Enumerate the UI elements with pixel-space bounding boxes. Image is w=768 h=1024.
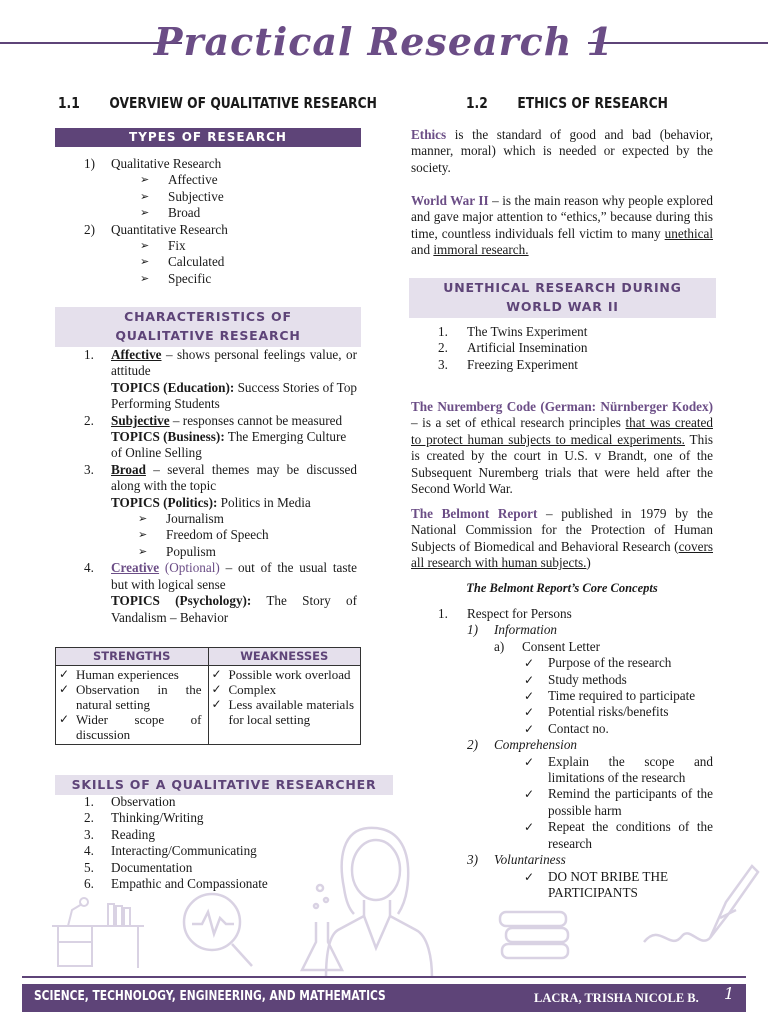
- item-label: Populism: [166, 543, 216, 559]
- arrow-bullet-icon: ➢: [140, 239, 150, 253]
- section-heading-ethics: [466, 95, 668, 111]
- item-label: Thinking/Writing: [111, 810, 204, 826]
- description: – shows personal feelings value, or attitude: [111, 347, 357, 379]
- item-label: Respect for Persons: [467, 606, 572, 621]
- list-item: [438, 655, 713, 671]
- desk-illustration-icon: [48, 890, 148, 972]
- item-label: Empathic and Compassionate: [111, 876, 268, 892]
- item-label: Contact no.: [548, 720, 609, 736]
- list-item: [438, 606, 713, 622]
- description: – out of the usual taste but with logical sense: [111, 560, 358, 592]
- arrow-bullet-icon: ➢: [140, 206, 150, 220]
- underlined-text: that was created to protect human subjects to medical experiments.: [411, 415, 713, 447]
- list-item: [438, 704, 713, 720]
- strengths-weaknesses-table: [55, 647, 361, 745]
- item-label: Journalism: [166, 511, 224, 527]
- item-label: Information: [494, 622, 558, 638]
- topic-label: TOPICS (Education):: [111, 379, 235, 395]
- arrow-bullet-icon: ➢: [140, 173, 150, 187]
- list-item: [84, 172, 374, 188]
- item-label: Observation in the natural setting: [76, 682, 202, 712]
- item-label: Remind the participants of the possible harm: [548, 786, 713, 818]
- arrow-bullet-icon: ➢: [138, 512, 148, 526]
- list-item: [84, 794, 364, 810]
- list-item: [438, 721, 713, 737]
- check-icon: ✓: [524, 820, 535, 835]
- paragraph-text: – is a set of ethical research principles: [411, 415, 626, 431]
- item-label: Interacting/Communicating: [111, 843, 257, 859]
- core-concepts-title: The Belmont Report’s Core Concepts: [466, 581, 658, 595]
- list-item: [438, 737, 713, 753]
- list-item: [84, 254, 374, 270]
- list-item: [438, 357, 698, 373]
- list-item: [59, 682, 202, 712]
- term: Creative: [111, 560, 160, 576]
- list-item: [438, 324, 698, 340]
- item-number: 3): [467, 852, 478, 868]
- list-item: [84, 527, 357, 543]
- item-label: Human experiences: [76, 667, 179, 682]
- footer-rule: [22, 976, 746, 978]
- item-number: 2): [84, 221, 95, 237]
- list-item: [84, 413, 357, 429]
- item-number: a): [494, 638, 505, 654]
- list-item: [59, 667, 202, 682]
- item-number: 3.: [84, 826, 94, 842]
- list-item: [438, 786, 713, 819]
- term: The Nuremberg Code (German: Nürnberger Kodex): [411, 399, 713, 414]
- underlined-text: immoral research.: [433, 242, 529, 258]
- check-icon: ✓: [59, 667, 70, 681]
- check-icon: ✓: [524, 672, 535, 687]
- belmont-paragraph: [411, 506, 713, 572]
- check-icon: ✓: [524, 787, 535, 802]
- item-label: Quantitative Research: [111, 221, 228, 237]
- topic-text: The Story of Vandalism – Behavior: [111, 593, 357, 625]
- item-label: Purpose of the research: [548, 655, 672, 671]
- topic-label: TOPICS (Psychology):: [111, 593, 252, 609]
- types-of-research-bar: TYPES OF RESEARCH: [55, 128, 361, 147]
- item-number: 1.: [84, 347, 94, 362]
- check-icon: ✓: [524, 754, 535, 769]
- item-label: Complex: [228, 682, 277, 697]
- list-item: [84, 462, 357, 495]
- item-number: 2.: [84, 810, 94, 826]
- term: Subjective: [111, 412, 170, 428]
- check-icon: ✓: [524, 869, 535, 884]
- item-label: Explain the scope and limitations of the research: [548, 753, 713, 786]
- list-item: [84, 347, 357, 380]
- item-number: 1.: [84, 794, 94, 809]
- magnifier-illustration-icon: [178, 888, 258, 970]
- arrow-bullet-icon: ➢: [140, 271, 150, 285]
- ethics-paragraph: [411, 127, 713, 176]
- section-number: 1.1: [58, 94, 80, 112]
- paragraph-text: is the standard of good and bad (behavior, manner, moral) which is needed or expected by the society.: [411, 127, 713, 175]
- item-label: Broad: [168, 205, 201, 221]
- description: – several themes may be discussed along with the topic: [111, 461, 357, 494]
- section-number: 1.2: [466, 94, 488, 112]
- description: – responses cannot be measured: [169, 412, 343, 428]
- list-item: [438, 622, 713, 638]
- item-label: Time required to participate: [548, 688, 696, 704]
- weaknesses-header: WEAKNESSES: [208, 648, 361, 666]
- list-item: [59, 712, 202, 742]
- item-label: Fix: [168, 238, 186, 254]
- item-label: DO NOT BRIBE THE PARTICIPANTS: [548, 868, 669, 900]
- characteristics-list: [84, 347, 357, 626]
- item-number: 2.: [84, 412, 94, 428]
- section-heading-overview: [58, 95, 377, 111]
- item-label: Study methods: [548, 671, 627, 687]
- item-label: Potential risks/benefits: [548, 704, 669, 720]
- item-number: 1.: [438, 606, 448, 621]
- list-item: [438, 639, 713, 655]
- item-label: Reading: [111, 826, 155, 842]
- topic-line: [84, 429, 357, 462]
- item-number: 1.: [438, 324, 448, 339]
- check-icon: ✓: [211, 682, 222, 696]
- list-item: [438, 754, 713, 787]
- check-icon: ✓: [211, 697, 222, 711]
- list-item: [84, 544, 357, 560]
- term: World War II: [411, 193, 489, 208]
- section-title: ETHICS OF RESEARCH: [517, 94, 668, 112]
- topic-text: Politics in Media: [217, 494, 311, 510]
- check-icon: ✓: [524, 656, 535, 671]
- characteristics-bar: CHARACTERISTICS OF QUALITATIVE RESEARCH: [55, 307, 361, 347]
- list-item: [438, 819, 713, 852]
- check-icon: ✓: [524, 721, 535, 736]
- item-label: Wider scope of discussion: [76, 712, 202, 742]
- footer-strand: SCIENCE, TECHNOLOGY, ENGINEERING, AND MATHEMATICS: [34, 989, 386, 1004]
- list-item: [84, 156, 374, 172]
- paragraph-text: – published in 1979 by the National Commission for the Protection of Human Subjects of Biomedical and Behavioral Research (: [411, 506, 714, 554]
- strengths-cell: [56, 666, 209, 745]
- section-title: OVERVIEW OF QUALITATIVE RESEARCH: [109, 94, 377, 112]
- list-item: [438, 672, 713, 688]
- item-label: Subjective: [168, 188, 224, 204]
- item-label: Possible work overload: [228, 667, 351, 682]
- item-label: Qualitative Research: [111, 156, 222, 171]
- skills-bar: SKILLS OF A QUALITATIVE RESEARCHER: [55, 775, 393, 795]
- paragraph-text: This is created by the court in U.S. v Brandt, one of the Subsequent Nuremberg trials that were held after the Second World War.: [411, 431, 713, 497]
- check-icon: ✓: [59, 712, 70, 726]
- item-label: Artificial Insemination: [467, 340, 588, 356]
- check-icon: ✓: [211, 667, 222, 681]
- list-item: [84, 560, 357, 593]
- page-number: 1: [724, 984, 735, 1003]
- arrow-bullet-icon: ➢: [140, 189, 150, 203]
- topic-line: [84, 495, 357, 511]
- item-label: Freedom of Speech: [166, 527, 269, 543]
- underlined-text: covers all research with human subjects.: [411, 538, 713, 571]
- item-number: 3.: [438, 356, 448, 372]
- item-number: 1): [467, 622, 478, 638]
- topic-text: Success Stories of Top Performing Students: [111, 379, 358, 412]
- item-number: 4.: [84, 560, 94, 576]
- term: The Belmont Report: [411, 506, 538, 521]
- item-label: Affective: [168, 172, 218, 188]
- books-illustration-icon: [496, 900, 576, 968]
- item-label: Repeat the conditions of the research: [548, 819, 713, 851]
- term-note: (Optional): [159, 560, 220, 576]
- topic-text: The Emerging Culture of Online Selling: [111, 429, 347, 461]
- item-label: Calculated: [168, 254, 225, 270]
- list-item: [438, 340, 698, 356]
- item-number: 1): [84, 156, 95, 171]
- check-icon: ✓: [59, 682, 70, 696]
- list-item: [211, 697, 355, 727]
- footer-bar: [22, 984, 746, 1012]
- paragraph-text: – is the main reason why people explored and gave major attention to “ethics,” because during this time, countless individuals fell victim to many: [411, 193, 713, 241]
- item-label: Less available materials for local setting: [228, 697, 354, 727]
- experiments-list: [438, 324, 698, 373]
- list-item: [438, 688, 713, 704]
- list-item: [84, 271, 374, 287]
- nuremberg-paragraph: [411, 399, 713, 497]
- item-label: The Twins Experiment: [467, 324, 588, 339]
- item-number: 2.: [438, 340, 448, 356]
- fountain-pen-illustration-icon: [640, 852, 760, 962]
- footer-author: LACRA, TRISHA NICOLE B.: [534, 991, 699, 1005]
- list-item: [84, 205, 374, 221]
- arrow-bullet-icon: ➢: [138, 544, 148, 558]
- term: Affective: [111, 347, 162, 362]
- item-label: Observation: [111, 794, 176, 809]
- types-list: [84, 156, 374, 287]
- strengths-header: STRENGTHS: [56, 648, 209, 666]
- item-number: 4.: [84, 843, 94, 859]
- paragraph-text: ): [586, 555, 591, 571]
- topic-line: [84, 380, 357, 413]
- ww2-paragraph: [411, 193, 713, 259]
- list-item: [84, 189, 374, 205]
- scientist-illustration-icon: [298, 818, 468, 978]
- item-number: 2): [467, 737, 478, 753]
- topic-line: [84, 593, 357, 626]
- topic-label: TOPICS (Business):: [111, 429, 225, 445]
- term: Broad: [111, 461, 146, 477]
- item-number: 5.: [84, 859, 94, 875]
- list-item: [211, 682, 355, 697]
- page-title: Practical Research 1: [153, 19, 615, 64]
- item-number: 3.: [84, 461, 94, 477]
- list-item: [211, 667, 355, 682]
- paragraph-text: and: [411, 242, 434, 258]
- item-label: Consent Letter: [522, 638, 601, 654]
- weaknesses-cell: [208, 666, 361, 745]
- topic-label: TOPICS (Politics):: [111, 494, 218, 510]
- item-label: Comprehension: [494, 737, 578, 753]
- arrow-bullet-icon: ➢: [138, 528, 148, 542]
- list-item: [84, 511, 357, 527]
- underlined-text: unethical: [664, 225, 713, 241]
- term: Ethics: [411, 127, 447, 142]
- check-icon: ✓: [524, 705, 535, 720]
- item-label: Voluntariness: [494, 852, 566, 868]
- item-label: Documentation: [111, 859, 193, 875]
- list-item: [84, 222, 374, 238]
- check-icon: ✓: [524, 689, 535, 704]
- unethical-research-bar: UNETHICAL RESEARCH DURING WORLD WAR II: [409, 278, 716, 318]
- item-number: 6.: [84, 876, 94, 892]
- item-label: Specific: [168, 270, 212, 286]
- list-item: [84, 238, 374, 254]
- arrow-bullet-icon: ➢: [140, 255, 150, 269]
- item-label: Freezing Experiment: [467, 356, 578, 372]
